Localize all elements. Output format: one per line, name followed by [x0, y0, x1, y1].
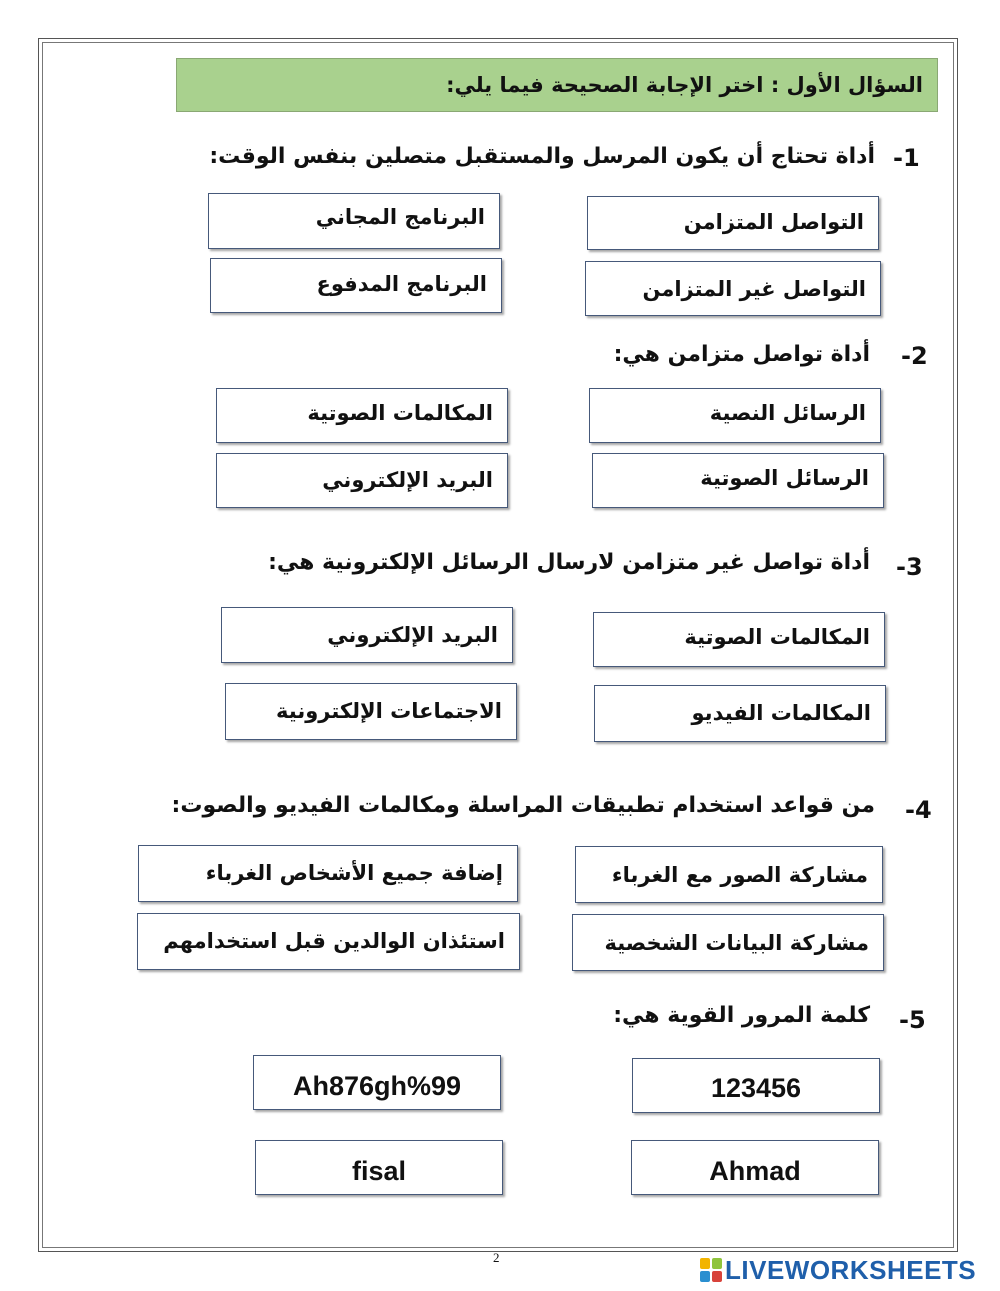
brand-name: LIVEWORKSHEETS — [725, 1254, 977, 1285]
q5-option-2[interactable]: Ah876gh%99 — [253, 1055, 501, 1110]
question-3-number: -3 — [896, 553, 923, 581]
liveworksheets-icon — [700, 1258, 722, 1282]
q1-option-1[interactable]: التواصل المتزامن — [587, 196, 879, 250]
question-5-text: كلمة المرور القوية هي: — [613, 1003, 870, 1028]
question-1-text: أداة تحتاج أن يكون المرسل والمستقبل متصلين بنفس الوقت: — [209, 144, 875, 169]
page-number: 2 — [493, 1250, 500, 1265]
question-2-number: -2 — [901, 342, 928, 370]
question-4-text: من قواعد استخدام تطبيقات المراسلة ومكالمات الفيديو والصوت: — [171, 793, 875, 818]
q3-option-3[interactable]: المكالمات الفيديو — [594, 685, 886, 742]
q1-option-3[interactable]: التواصل غير المتزامن — [585, 261, 881, 316]
q1-option-2[interactable]: البرنامج المجاني — [208, 193, 500, 249]
q4-option-2[interactable]: إضافة جميع الأشخاص الغرباء — [138, 845, 518, 902]
q3-option-2[interactable]: البريد الإلكتروني — [221, 607, 513, 663]
q4-option-1[interactable]: مشاركة الصور مع الغرباء — [575, 846, 883, 903]
q3-option-1[interactable]: المكالمات الصوتية — [593, 612, 885, 667]
question-2-text: أداة تواصل متزامن هي: — [613, 342, 870, 367]
section-header: السؤال الأول : اختر الإجابة الصحيحة فيما يلي: — [176, 58, 938, 112]
q3-option-4[interactable]: الاجتماعات الإلكترونية — [225, 683, 517, 740]
liveworksheets-logo[interactable] — [700, 1255, 976, 1285]
q2-option-4[interactable]: البريد الإلكتروني — [216, 453, 508, 508]
q5-option-3[interactable]: Ahmad — [631, 1140, 879, 1195]
q1-option-4[interactable]: البرنامج المدفوع — [210, 258, 502, 313]
q2-option-2[interactable]: المكالمات الصوتية — [216, 388, 508, 443]
q2-option-1[interactable]: الرسائل النصية — [589, 388, 881, 443]
q4-option-3[interactable]: مشاركة البيانات الشخصية — [572, 914, 884, 971]
question-5-number: -5 — [899, 1006, 926, 1034]
question-3-text: أداة تواصل غير متزامن لارسال الرسائل الإلكترونية هي: — [268, 550, 870, 575]
question-1-number: -1 — [893, 144, 920, 172]
q5-option-4[interactable]: fisal — [255, 1140, 503, 1195]
question-4-number: -4 — [905, 796, 932, 824]
q2-option-3[interactable]: الرسائل الصوتية — [592, 453, 884, 508]
q4-option-4[interactable]: استئذان الوالدين قبل استخدامهم — [137, 913, 520, 970]
q5-option-1[interactable]: 123456 — [632, 1058, 880, 1113]
